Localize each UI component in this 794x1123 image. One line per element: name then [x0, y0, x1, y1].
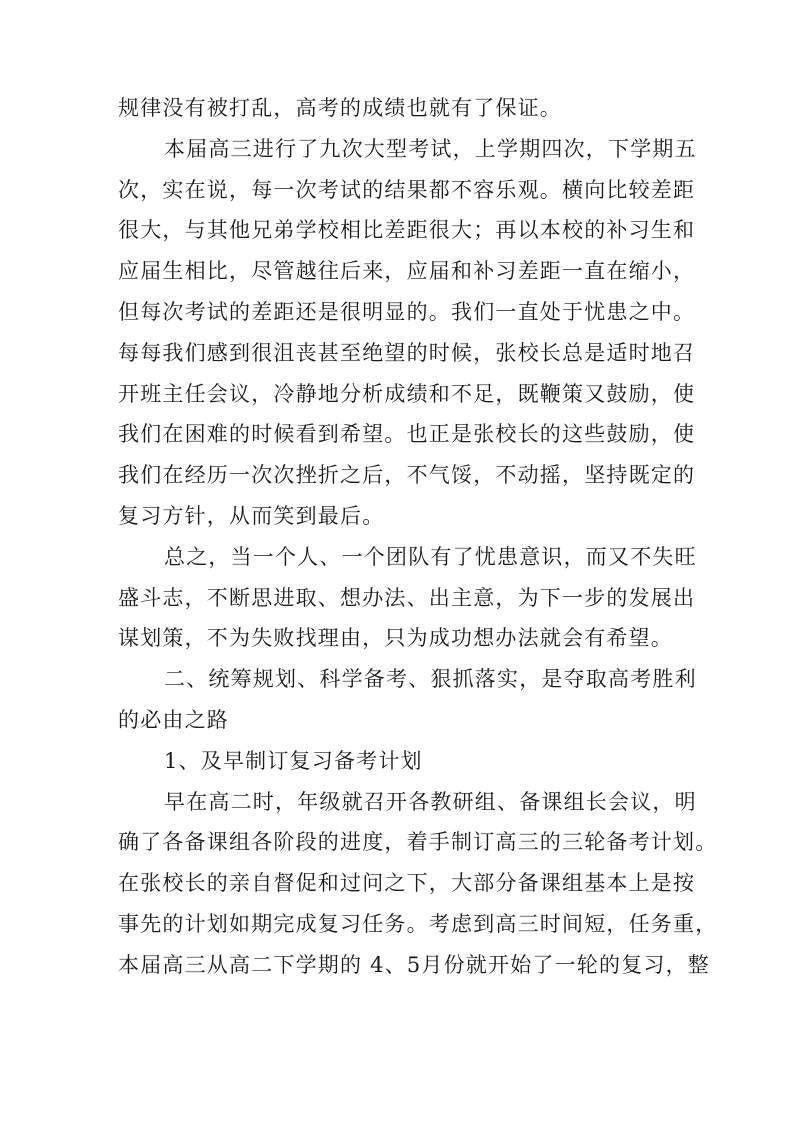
section-heading-line: 二、统筹规划、科学备考、狠抓落实，是夺取高考胜利	[164, 667, 697, 692]
text-line: 次，实在说，每一次考试的结果都不容乐观。横向比较差距	[118, 177, 696, 202]
text-line: 应届生相比，尽管越往后来，应届和补习差距一直在缩小，	[118, 259, 696, 284]
text-line: 我们在经历一次次挫折之后，不气馁，不动摇，坚持既定的	[118, 463, 696, 488]
text-line: 事先的计划如期完成复习任务。考虑到高三时间短，任务重，	[118, 911, 718, 936]
text-line: 确了各备课组各阶段的进度，着手制订高三的三轮备考计划。	[118, 830, 718, 855]
body-text	[118, 88, 718, 986]
text-line: 开班主任会议，冷静地分析成绩和不足，既鞭策又鼓励，使	[118, 381, 696, 406]
text-line: 盛斗志，不断思进取、想办法、出主意，为下一步的发展出	[118, 585, 696, 610]
text-line: 复习方针，从而笑到最后。	[118, 503, 385, 528]
text-line: 总之，当一个人、一个团队有了忧患意识，而又不失旺	[164, 544, 697, 569]
text-line: 早在高二时，年级就召开各教研组、备课组长会议，明	[164, 789, 697, 814]
text-line: 我们在困难的时候看到希望。也正是张校长的这些鼓励，使	[118, 422, 696, 447]
text-line: 本届高三进行了九次大型考试，上学期四次，下学期五	[164, 136, 697, 161]
text-line: 但每次考试的差距还是很明显的。我们一直处于忧患之中。	[118, 299, 696, 324]
text-line: 规律没有被打乱，高考的成绩也就有了保证。	[118, 96, 562, 120]
subsection-heading-line: 1、及早制订复习备考计划	[164, 748, 423, 773]
text-line: 很大，与其他兄弟学校相比差距很大；再以本校的补习生和	[118, 218, 696, 243]
text-line: 谋划策，不为失败找理由，只为成功想办法就会有希望。	[118, 626, 673, 651]
section-heading-line: 的必由之路	[118, 707, 229, 732]
text-line: 每每我们感到很沮丧甚至绝望的时候，张校长总是适时地召	[118, 340, 696, 365]
text-line: 本届高三从高二下学期的 4、5月份就开始了一轮的复习，整	[118, 952, 710, 977]
text-line: 在张校长的亲自督促和过问之下，大部分备课组基本上是按	[118, 871, 696, 896]
